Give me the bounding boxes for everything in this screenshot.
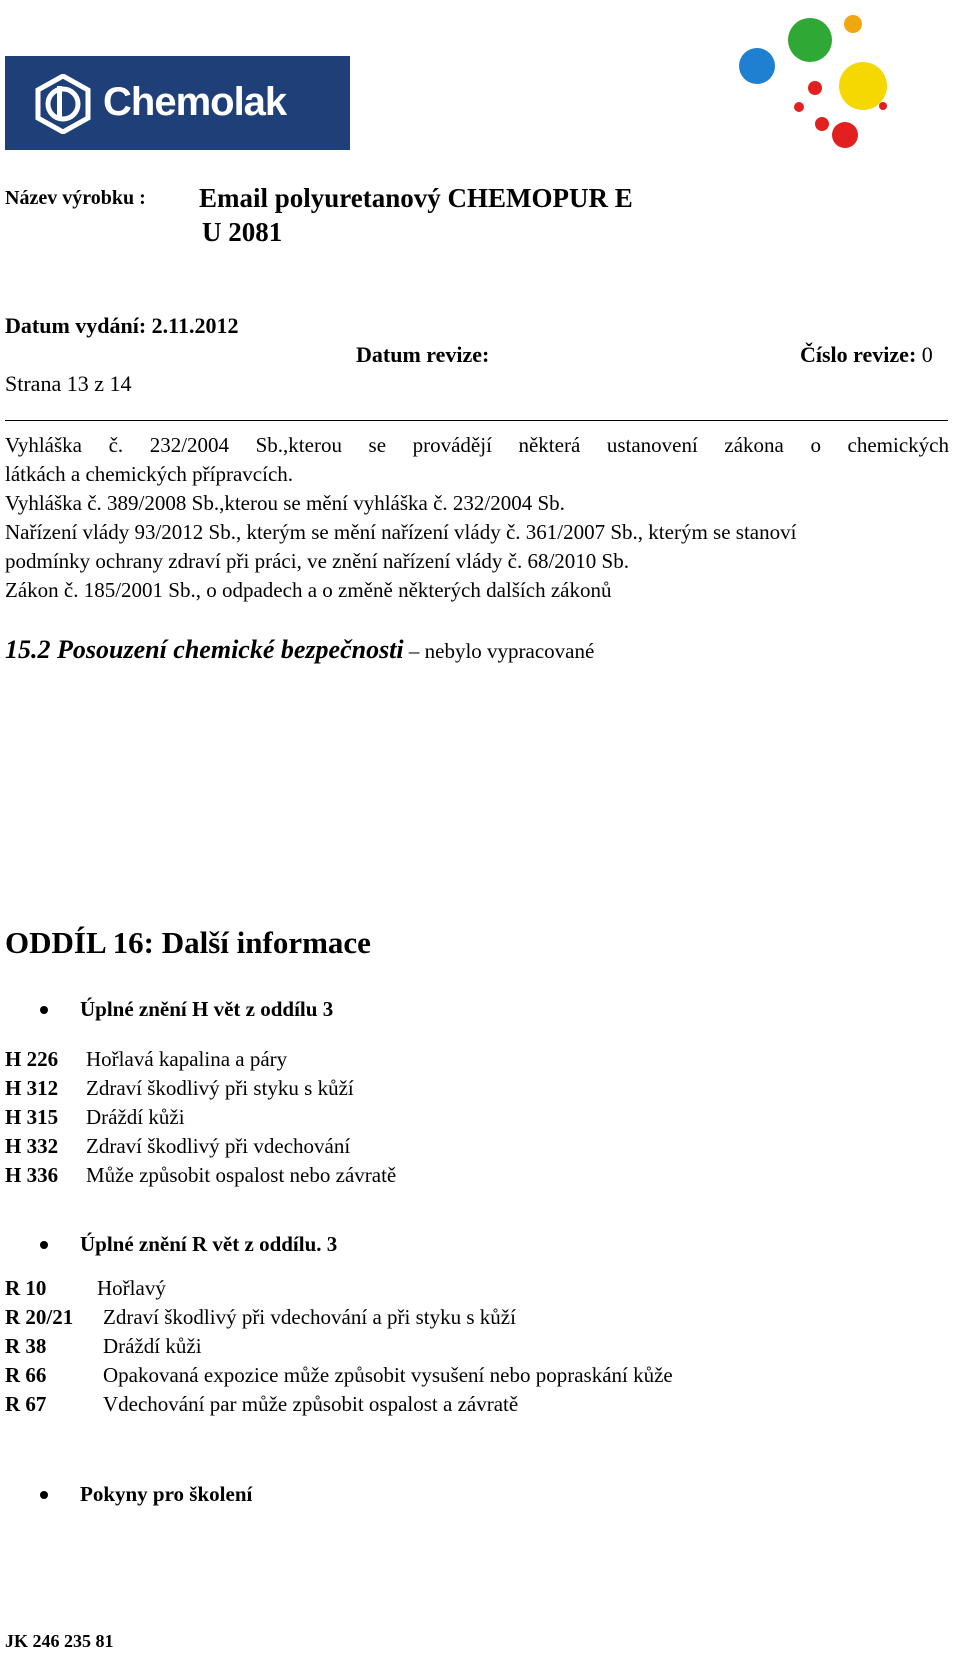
section-15-2-title: 15.2 Posouzení chemické bezpečnosti	[5, 635, 404, 664]
product-name-line1: Email polyuretanový CHEMOPUR E	[199, 183, 633, 213]
colored-dots-graphic	[735, 8, 935, 158]
header-divider	[5, 420, 948, 421]
legislation-line: podmínky ochrany zdraví při práci, ve znění nařízení vlády č. 68/2010 Sb.	[5, 549, 629, 573]
legislation-line: Vyhláška č. 389/2008 Sb.,kterou se mění vyhláška č. 232/2004 Sb.	[5, 491, 565, 515]
r-text: Vdechování par může způsobit ospalost a závratě	[103, 1392, 519, 1416]
r-text: Dráždí kůži	[103, 1334, 202, 1358]
revision-number-value: 0	[921, 342, 933, 367]
h-text: Hořlavá kapalina a páry	[86, 1047, 288, 1071]
r-code: R 66	[5, 1363, 47, 1387]
h-text: Zdraví škodlivý při styku s kůží	[86, 1076, 354, 1100]
section-15-2-text: – nebylo vypracované	[403, 639, 595, 663]
h-text: Dráždí kůži	[86, 1105, 185, 1129]
r-phrases-heading-label: Úplné znění R vět z oddílu. 3	[80, 1232, 338, 1256]
logo-text: Chemolak	[103, 80, 287, 124]
company-logo	[5, 56, 350, 150]
revision-number-label: Číslo revize:	[800, 342, 917, 367]
r-code: R 67	[5, 1392, 47, 1416]
bullet-icon	[40, 1491, 48, 1499]
footer-code: JK 246 235 81	[5, 1631, 114, 1651]
h-code: H 315	[5, 1105, 59, 1129]
page-number: Strana 13 z 14	[5, 371, 132, 396]
r-code: R 38	[5, 1334, 47, 1358]
bullet-icon	[40, 1241, 48, 1249]
chemolak-emblem-icon	[35, 74, 91, 134]
revision-number	[800, 342, 933, 368]
legislation-line: látkách a chemických přípravcích.	[5, 462, 294, 486]
h-code: H 312	[5, 1076, 59, 1100]
training-heading-label: Pokyny pro školení	[80, 1482, 253, 1506]
r-code: R 20/21	[5, 1305, 74, 1329]
bullet-icon	[40, 1006, 48, 1014]
product-name-line2: U 2081	[202, 217, 283, 247]
h-code: H 336	[5, 1163, 59, 1187]
r-text: Opakovaná expozice může způsobit vysušení nebo popraskání kůže	[103, 1363, 673, 1387]
section-16-title: ODDÍL 16: Další informace	[5, 925, 371, 960]
legislation-list	[5, 431, 955, 605]
section-15-2	[5, 634, 594, 667]
h-code: H 332	[5, 1134, 59, 1158]
h-text: Může způsobit ospalost nebo závratě	[86, 1163, 397, 1187]
r-code: R 10	[5, 1276, 47, 1300]
revision-date-label: Datum revize:	[356, 342, 490, 367]
h-code: H 226	[5, 1047, 59, 1071]
h-phrases-heading-label: Úplné znění H vět z oddílu 3	[80, 997, 334, 1021]
issue-date: Datum vydání: 2.11.2012	[5, 313, 239, 338]
legislation-line: Nařízení vlády 93/2012 Sb., kterým se mění nařízení vlády č. 361/2007 Sb., kterým se stanoví	[5, 520, 797, 544]
h-text: Zdraví škodlivý při vdechování	[86, 1134, 351, 1158]
r-text: Hořlavý	[97, 1276, 166, 1300]
product-label: Název výrobku :	[5, 187, 146, 209]
legislation-line: Vyhláška č. 232/2004 Sb.,kterou se provádějí některá ustanovení zákona o chemických	[5, 433, 949, 457]
r-text: Zdraví škodlivý při vdechování a při styku s kůží	[103, 1305, 516, 1329]
legislation-line: Zákon č. 185/2001 Sb., o odpadech a o změně některých dalších zákonů	[5, 578, 612, 602]
